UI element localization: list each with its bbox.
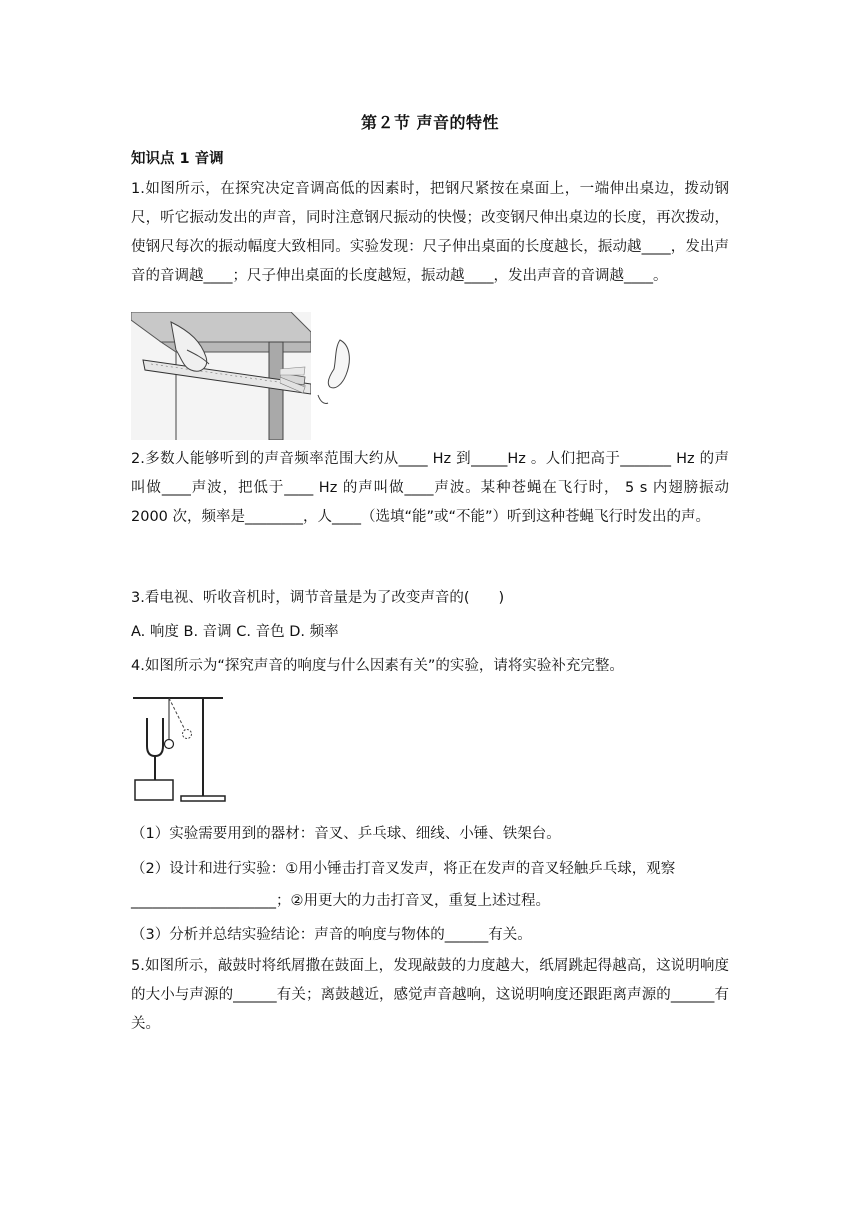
question-3-options: A. 响度 B. 音调 C. 音色 D. 频率: [131, 624, 339, 640]
vibrating-ruler-figure: [280, 335, 370, 415]
question-1: 1.如图所示，在探究决定音调高低的因素时，把钢尺紧按在桌面上，一端伸出桌边，拨动钢尺，听它振动发出的声音，同时注意钢尺振动的快慢；改变钢尺伸出桌边的长度，再次拨动，使钢尺每次的振动幅度大致相同。实验发现：尺子伸出桌面的长度越长，振动越____，发出声音的音调越____；尺子伸出桌面的长度越短，振动越____，发出声音的音调越____。: [131, 181, 729, 284]
question-5: 5.如图所示，敲鼓时将纸屑撒在鼓面上，发现敲鼓的力度越大，纸屑跳起得越高，这说明响度的大小与声源的______有关；离鼓越近，感觉声音越响，这说明响度还跟距离声源的______有关。: [131, 958, 729, 1032]
section-heading: 知识点 1 音调: [131, 151, 224, 167]
question-4-part-2a: （2）设计和进行实验：①用小锤击打音叉发声，将正在发声的音叉轻触乒乓球，观察: [131, 861, 676, 877]
question-4-part-2b: ____________________；②用更大的力击打音叉，重复上述过程。: [131, 893, 550, 909]
page-title: 第２节 声音的特性: [360, 113, 500, 132]
question-4-part-1: （1）实验需要用到的器材：音叉、乒乓球、细线、小锤、铁架台。: [131, 826, 561, 842]
question-4-stem: 4.如图所示为“探究声音的响度与什么因素有关”的实验，请将实验补充完整。: [131, 658, 624, 674]
question-4-part-3: （3）分析并总结实验结论：声音的响度与物体的______有关。: [131, 927, 532, 943]
tuning-fork-stand-figure: [131, 690, 231, 805]
question-3-stem: 3.看电视、听收音机时，调节音量是为了改变声音的( ): [131, 590, 505, 606]
question-2: 2.多数人能够听到的声音频率范围大约从____ Hz 到_____Hz 。人们把高于_______ Hz 的声叫做____声波，把低于____ Hz 的声叫做____声波。某种苍蝇在飞行时， 5 s 内翅膀振动 2000 次，频率是________，人____（选填“能”或“不能”）听到这种苍蝇飞行时发出的声。: [131, 451, 729, 525]
